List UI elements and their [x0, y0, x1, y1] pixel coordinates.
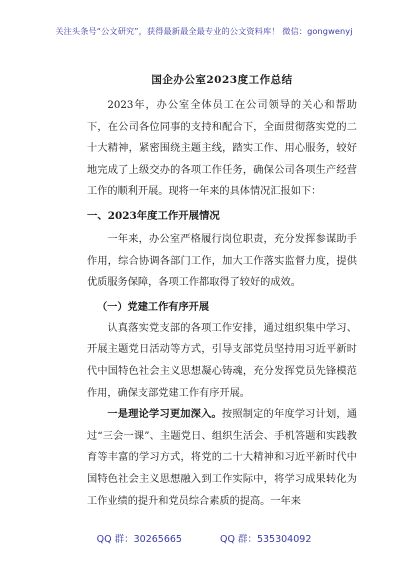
document-title: 国企办公室2023度工作总结	[151, 74, 293, 86]
intro-paragraph: 2023年，办公室全体员工在公司领导的关心和帮助下，在公司各位同事的支持和配合下，全面贯彻落实党的二十大精神，紧密围绕主题主线，踏实工作、用心服务，较好地完成了上级交办的各项工作任务，确保公司各项生产经营工作的顺利开展。现将一年来的具体情况汇报如下：	[87, 100, 357, 198]
point-1-lead: 一是理论学习更加深入。	[107, 408, 222, 421]
document-body	[87, 72, 357, 512]
header-banner: 关注头条号“公文研究”，获得最新最全最专业的公文资料库！ 微信：gongwenyj	[55, 26, 353, 36]
footer-qq-groups	[0, 531, 408, 545]
subsection-1-paragraph: 认真落实党支部的各项工作安排，通过组织集中学习、开展主题党日活动等方式，引导支部党员坚持用习近平新时代中国特色社会主义思想凝心铸魂，充分发挥党员先锋模范作用，确保支部党建工作有序开展。	[87, 322, 357, 399]
section-heading-1: 一、2023年度工作开展情况	[87, 209, 220, 222]
subsection-heading-1: （一）党建工作有序开展	[97, 300, 210, 313]
footer-qq-group-2: QQ 群：535304092	[219, 534, 312, 545]
point-1-paragraph	[87, 404, 357, 512]
point-1-text: 按照制定的年度学习计划，通过“三会一课”、主题党日、组织生活会、手机答题和实践教育等丰富的学习方式，将党的二十大精神和习近平新时代中国特色社会主义思想融入到工作实际中，将学习成果转化为工作业绩的提升和党员综合素质的提高。一年来	[87, 409, 358, 507]
footer-qq-group-1: QQ 群：30265665	[96, 534, 182, 545]
section-1-paragraph: 一年来，办公室严格履行岗位职责，充分发挥参谋助手作用，综合协调各部门工作，加大工作落实监督力度，提供优质服务保障，各项工作都取得了较好的成效。	[87, 233, 357, 289]
